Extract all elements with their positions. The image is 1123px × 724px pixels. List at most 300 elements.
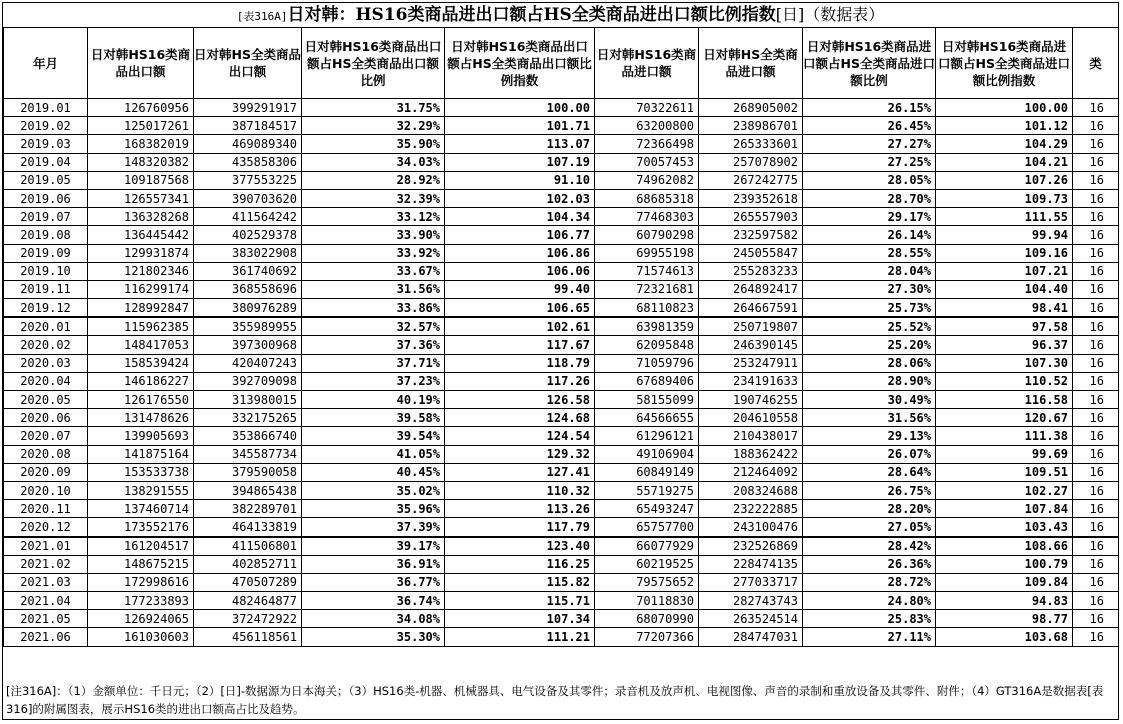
table-cell: 26.75%	[803, 481, 936, 499]
column-header: 类	[1073, 28, 1119, 99]
table-cell: 313980015	[194, 391, 302, 409]
table-cell: 69955198	[595, 244, 699, 262]
table-cell: 34.08%	[302, 610, 445, 628]
table-row	[4, 244, 1119, 262]
table-cell: 255283233	[699, 262, 803, 280]
table-cell: 36.77%	[302, 573, 445, 591]
table-cell: 110.52	[936, 372, 1073, 390]
table-row	[4, 117, 1119, 135]
table-cell: 39.17%	[302, 537, 445, 556]
table-cell: 16	[1073, 427, 1119, 445]
row-label: 2021.03	[4, 573, 88, 591]
table-cell: 282743743	[699, 592, 803, 610]
table-cell: 125017261	[88, 117, 194, 135]
row-label: 2020.06	[4, 409, 88, 427]
row-label: 2019.06	[4, 189, 88, 207]
row-label: 2020.10	[4, 481, 88, 499]
table-cell: 392709098	[194, 372, 302, 390]
table-cell: 16	[1073, 445, 1119, 463]
table-cell: 72366498	[595, 135, 699, 153]
header-row	[4, 28, 1119, 99]
table-cell: 33.92%	[302, 244, 445, 262]
table-cell: 27.30%	[803, 280, 936, 298]
table-cell: 16	[1073, 317, 1119, 336]
table-cell: 153533738	[88, 463, 194, 481]
table-cell: 204610558	[699, 409, 803, 427]
table-cell: 98.77	[936, 610, 1073, 628]
row-label: 2019.09	[4, 244, 88, 262]
table-cell: 158539424	[88, 354, 194, 372]
row-label: 2019.04	[4, 153, 88, 171]
row-label: 2019.12	[4, 299, 88, 318]
row-label: 2020.12	[4, 518, 88, 537]
table-cell: 116299174	[88, 280, 194, 298]
table-cell: 16	[1073, 208, 1119, 226]
table-cell: 394865438	[194, 481, 302, 499]
table-cell: 61296121	[595, 427, 699, 445]
table-cell: 96.37	[936, 336, 1073, 354]
table-cell: 30.49%	[803, 391, 936, 409]
table-cell: 100.00	[936, 99, 1073, 117]
table-cell: 106.65	[445, 299, 595, 318]
table-row	[4, 171, 1119, 189]
table-cell: 28.04%	[803, 262, 936, 280]
table-cell: 40.19%	[302, 391, 445, 409]
table-cell: 37.39%	[302, 518, 445, 537]
table-cell: 16	[1073, 481, 1119, 499]
table-cell: 65757700	[595, 518, 699, 537]
table-row	[4, 610, 1119, 628]
table-row	[4, 208, 1119, 226]
table-cell: 137460714	[88, 500, 194, 518]
row-label: 2021.05	[4, 610, 88, 628]
table-cell: 70057453	[595, 153, 699, 171]
row-label: 2021.02	[4, 555, 88, 573]
table-row	[4, 628, 1119, 646]
table-cell: 16	[1073, 610, 1119, 628]
table-cell: 16	[1073, 500, 1119, 518]
table-cell: 210438017	[699, 427, 803, 445]
table-cell: 109.73	[936, 189, 1073, 207]
table-cell: 97.58	[936, 317, 1073, 336]
row-label: 2020.08	[4, 445, 88, 463]
table-cell: 27.25%	[803, 153, 936, 171]
table-cell: 120.67	[936, 409, 1073, 427]
table-cell: 277033717	[699, 573, 803, 591]
table-cell: 111.38	[936, 427, 1073, 445]
data-table	[3, 27, 1119, 647]
table-cell: 234191633	[699, 372, 803, 390]
table-cell: 72321681	[595, 280, 699, 298]
table-cell: 123.40	[445, 537, 595, 556]
table-cell: 100.79	[936, 555, 1073, 573]
table-cell: 173552176	[88, 518, 194, 537]
table-cell: 106.86	[445, 244, 595, 262]
table-cell: 26.07%	[803, 445, 936, 463]
table-cell: 16	[1073, 280, 1119, 298]
column-header: 日对韩HS全类商品出口额	[194, 28, 302, 99]
table-cell: 107.19	[445, 153, 595, 171]
table-cell: 161030603	[88, 628, 194, 646]
table-cell: 435858306	[194, 153, 302, 171]
table-cell: 16	[1073, 135, 1119, 153]
table-cell: 41.05%	[302, 445, 445, 463]
table-cell: 101.71	[445, 117, 595, 135]
table-cell: 368558696	[194, 280, 302, 298]
table-cell: 71574613	[595, 262, 699, 280]
table-cell: 108.66	[936, 537, 1073, 556]
table-cell: 37.23%	[302, 372, 445, 390]
table-cell: 411564242	[194, 208, 302, 226]
table-row	[4, 500, 1119, 518]
row-label: 2019.05	[4, 171, 88, 189]
table-cell: 113.26	[445, 500, 595, 518]
table-cell: 190746255	[699, 391, 803, 409]
row-label: 2020.02	[4, 336, 88, 354]
table-cell: 16	[1073, 391, 1119, 409]
table-cell: 127.41	[445, 463, 595, 481]
table-cell: 26.45%	[803, 117, 936, 135]
table-cell: 94.83	[936, 592, 1073, 610]
table-cell: 70118830	[595, 592, 699, 610]
table-cell: 117.79	[445, 518, 595, 537]
table-cell: 39.54%	[302, 427, 445, 445]
table-cell: 16	[1073, 153, 1119, 171]
table-cell: 126176550	[88, 391, 194, 409]
table-cell: 103.43	[936, 518, 1073, 537]
table-cell: 16	[1073, 244, 1119, 262]
table-cell: 250719807	[699, 317, 803, 336]
table-cell: 79575652	[595, 573, 699, 591]
table-row	[4, 317, 1119, 336]
table-cell: 26.36%	[803, 555, 936, 573]
table-cell: 31.56%	[803, 409, 936, 427]
table-cell: 74962082	[595, 171, 699, 189]
table-cell: 264892417	[699, 280, 803, 298]
table-cell: 141875164	[88, 445, 194, 463]
table-cell: 257078902	[699, 153, 803, 171]
table-cell: 60849149	[595, 463, 699, 481]
table-row	[4, 537, 1119, 556]
table-cell: 29.13%	[803, 427, 936, 445]
row-label: 2019.08	[4, 226, 88, 244]
title-tag: [表316A]	[236, 10, 288, 23]
table-cell: 102.27	[936, 481, 1073, 499]
table-cell: 58155099	[595, 391, 699, 409]
table-row	[4, 299, 1119, 318]
table-cell: 16	[1073, 99, 1119, 117]
table-cell: 104.29	[936, 135, 1073, 153]
table-cell: 28.05%	[803, 171, 936, 189]
table-cell: 16	[1073, 537, 1119, 556]
table-cell: 228474135	[699, 555, 803, 573]
table-cell: 117.67	[445, 336, 595, 354]
table-cell: 380976289	[194, 299, 302, 318]
row-label: 2019.07	[4, 208, 88, 226]
table-cell: 372472922	[194, 610, 302, 628]
row-label: 2020.04	[4, 372, 88, 390]
table-row	[4, 555, 1119, 573]
table-cell: 136445442	[88, 226, 194, 244]
table-row	[4, 372, 1119, 390]
table-cell: 29.17%	[803, 208, 936, 226]
table-cell: 27.11%	[803, 628, 936, 646]
row-label: 2019.01	[4, 99, 88, 117]
table-cell: 109.84	[936, 573, 1073, 591]
table-cell: 263524514	[699, 610, 803, 628]
table-cell: 28.72%	[803, 573, 936, 591]
table-cell: 470507289	[194, 573, 302, 591]
table-title	[3, 3, 1118, 27]
table-cell: 113.07	[445, 135, 595, 153]
table-cell: 33.86%	[302, 299, 445, 318]
table-cell: 24.80%	[803, 592, 936, 610]
table-cell: 103.68	[936, 628, 1073, 646]
table-cell: 129931874	[88, 244, 194, 262]
column-header: 日对韩HS16类商品出口额	[88, 28, 194, 99]
table-cell: 37.71%	[302, 354, 445, 372]
table-cell: 387184517	[194, 117, 302, 135]
table-cell: 16	[1073, 336, 1119, 354]
table-cell: 253247911	[699, 354, 803, 372]
row-label: 2020.09	[4, 463, 88, 481]
table-cell: 60219525	[595, 555, 699, 573]
table-cell: 482464877	[194, 592, 302, 610]
table-cell: 148417053	[88, 336, 194, 354]
table-cell: 16	[1073, 299, 1119, 318]
table-row	[4, 518, 1119, 537]
table-cell: 469089340	[194, 135, 302, 153]
table-cell: 28.20%	[803, 500, 936, 518]
table-cell: 411506801	[194, 537, 302, 556]
table-cell: 63200800	[595, 117, 699, 135]
table-cell: 34.03%	[302, 153, 445, 171]
table-cell: 115962385	[88, 317, 194, 336]
table-cell: 104.34	[445, 208, 595, 226]
table-cell: 126924065	[88, 610, 194, 628]
table-cell: 101.12	[936, 117, 1073, 135]
column-header: 日对韩HS全类商品进口额	[699, 28, 803, 99]
table-cell: 16	[1073, 628, 1119, 646]
table-cell: 28.55%	[803, 244, 936, 262]
table-cell: 265333601	[699, 135, 803, 153]
table-cell: 268905002	[699, 99, 803, 117]
column-header: 日对韩HS16类商品进口额占HS全类商品进口额比例	[803, 28, 936, 99]
table-cell: 25.52%	[803, 317, 936, 336]
table-row	[4, 592, 1119, 610]
table-cell: 129.32	[445, 445, 595, 463]
table-cell: 35.96%	[302, 500, 445, 518]
title-suffix: [日]（数据表）	[775, 5, 885, 24]
table-cell: 115.71	[445, 592, 595, 610]
table-cell: 16	[1073, 117, 1119, 135]
table-cell: 109.16	[936, 244, 1073, 262]
table-row	[4, 135, 1119, 153]
table-cell: 28.42%	[803, 537, 936, 556]
table-cell: 161204517	[88, 537, 194, 556]
table-cell: 32.39%	[302, 189, 445, 207]
table-cell: 107.84	[936, 500, 1073, 518]
row-label: 2019.11	[4, 280, 88, 298]
table-cell: 106.77	[445, 226, 595, 244]
table-cell: 77207366	[595, 628, 699, 646]
table-cell: 138291555	[88, 481, 194, 499]
table-cell: 353866740	[194, 427, 302, 445]
table-cell: 464133819	[194, 518, 302, 537]
table-cell: 28.92%	[302, 171, 445, 189]
table-cell: 377553225	[194, 171, 302, 189]
table-cell: 111.55	[936, 208, 1073, 226]
table-cell: 102.61	[445, 317, 595, 336]
table-cell: 116.25	[445, 555, 595, 573]
table-body	[4, 99, 1119, 647]
table-row	[4, 336, 1119, 354]
table-cell: 109187568	[88, 171, 194, 189]
table-cell: 121802346	[88, 262, 194, 280]
table-cell: 136328268	[88, 208, 194, 226]
table-cell: 16	[1073, 171, 1119, 189]
table-cell: 71059796	[595, 354, 699, 372]
table-cell: 65493247	[595, 500, 699, 518]
table-cell: 390703620	[194, 189, 302, 207]
row-label: 2020.03	[4, 354, 88, 372]
table-cell: 40.45%	[302, 463, 445, 481]
table-cell: 238986701	[699, 117, 803, 135]
table-cell: 49106904	[595, 445, 699, 463]
table-cell: 35.02%	[302, 481, 445, 499]
column-header: 日对韩HS16类商品进口额	[595, 28, 699, 99]
table-cell: 91.10	[445, 171, 595, 189]
table-cell: 27.27%	[803, 135, 936, 153]
column-header: 日对韩HS16类商品出口额占HS全类商品出口额比例	[302, 28, 445, 99]
row-label: 2020.05	[4, 391, 88, 409]
table-cell: 107.21	[936, 262, 1073, 280]
table-cell: 379590058	[194, 463, 302, 481]
table-cell: 16	[1073, 592, 1119, 610]
table-cell: 399291917	[194, 99, 302, 117]
table-row	[4, 262, 1119, 280]
table-cell: 16	[1073, 573, 1119, 591]
table-cell: 16	[1073, 463, 1119, 481]
table-cell: 16	[1073, 555, 1119, 573]
table-cell: 109.51	[936, 463, 1073, 481]
table-cell: 16	[1073, 409, 1119, 427]
table-frame	[2, 2, 1119, 720]
table-cell: 33.90%	[302, 226, 445, 244]
table-cell: 68070990	[595, 610, 699, 628]
table-cell: 36.74%	[302, 592, 445, 610]
table-cell: 25.73%	[803, 299, 936, 318]
table-row	[4, 573, 1119, 591]
table-cell: 245055847	[699, 244, 803, 262]
table-cell: 67689406	[595, 372, 699, 390]
table-cell: 16	[1073, 518, 1119, 537]
table-row	[4, 427, 1119, 445]
table-row	[4, 280, 1119, 298]
table-cell: 118.79	[445, 354, 595, 372]
table-cell: 168382019	[88, 135, 194, 153]
column-header: 日对韩HS16类商品出口额占HS全类商品出口额比例指数	[445, 28, 595, 99]
table-cell: 117.26	[445, 372, 595, 390]
table-cell: 70322611	[595, 99, 699, 117]
table-cell: 55719275	[595, 481, 699, 499]
table-cell: 16	[1073, 189, 1119, 207]
table-cell: 383022908	[194, 244, 302, 262]
table-cell: 361740692	[194, 262, 302, 280]
column-header: 日对韩HS16类商品进口额占HS全类商品进口额比例指数	[936, 28, 1073, 99]
table-cell: 26.15%	[803, 99, 936, 117]
table-cell: 106.06	[445, 262, 595, 280]
table-cell: 402852711	[194, 555, 302, 573]
table-row	[4, 409, 1119, 427]
table-cell: 31.75%	[302, 99, 445, 117]
table-cell: 28.90%	[803, 372, 936, 390]
table-cell: 456118561	[194, 628, 302, 646]
table-cell: 345587734	[194, 445, 302, 463]
table-cell: 63981359	[595, 317, 699, 336]
table-cell: 99.69	[936, 445, 1073, 463]
table-cell: 420407243	[194, 354, 302, 372]
column-header: 年月	[4, 28, 88, 99]
table-cell: 35.30%	[302, 628, 445, 646]
table-cell: 265557903	[699, 208, 803, 226]
table-cell: 62095848	[595, 336, 699, 354]
table-cell: 77468303	[595, 208, 699, 226]
table-cell: 124.68	[445, 409, 595, 427]
table-cell: 16	[1073, 354, 1119, 372]
table-cell: 100.00	[445, 99, 595, 117]
table-cell: 28.64%	[803, 463, 936, 481]
table-row	[4, 445, 1119, 463]
table-row	[4, 391, 1119, 409]
row-label: 2020.11	[4, 500, 88, 518]
table-cell: 36.91%	[302, 555, 445, 573]
table-cell: 39.58%	[302, 409, 445, 427]
table-cell: 111.21	[445, 628, 595, 646]
table-cell: 16	[1073, 262, 1119, 280]
table-cell: 115.82	[445, 573, 595, 591]
table-cell: 107.30	[936, 354, 1073, 372]
table-cell: 26.14%	[803, 226, 936, 244]
table-cell: 148675215	[88, 555, 194, 573]
table-row	[4, 463, 1119, 481]
table-cell: 107.26	[936, 171, 1073, 189]
row-label: 2020.01	[4, 317, 88, 336]
table-cell: 188362422	[699, 445, 803, 463]
table-cell: 332175265	[194, 409, 302, 427]
table-cell: 33.67%	[302, 262, 445, 280]
table-cell: 131478626	[88, 409, 194, 427]
table-cell: 177233893	[88, 592, 194, 610]
table-cell: 68110823	[595, 299, 699, 318]
table-row	[4, 99, 1119, 117]
row-label: 2021.04	[4, 592, 88, 610]
table-cell: 232597582	[699, 226, 803, 244]
table-cell: 126557341	[88, 189, 194, 207]
table-cell: 64566655	[595, 409, 699, 427]
table-cell: 126.58	[445, 391, 595, 409]
table-cell: 25.83%	[803, 610, 936, 628]
table-cell: 60790298	[595, 226, 699, 244]
row-label: 2020.07	[4, 427, 88, 445]
table-cell: 397300968	[194, 336, 302, 354]
table-cell: 99.40	[445, 280, 595, 298]
table-cell: 16	[1073, 372, 1119, 390]
table-cell: 35.90%	[302, 135, 445, 153]
table-cell: 110.32	[445, 481, 595, 499]
row-label: 2019.10	[4, 262, 88, 280]
table-cell: 99.94	[936, 226, 1073, 244]
